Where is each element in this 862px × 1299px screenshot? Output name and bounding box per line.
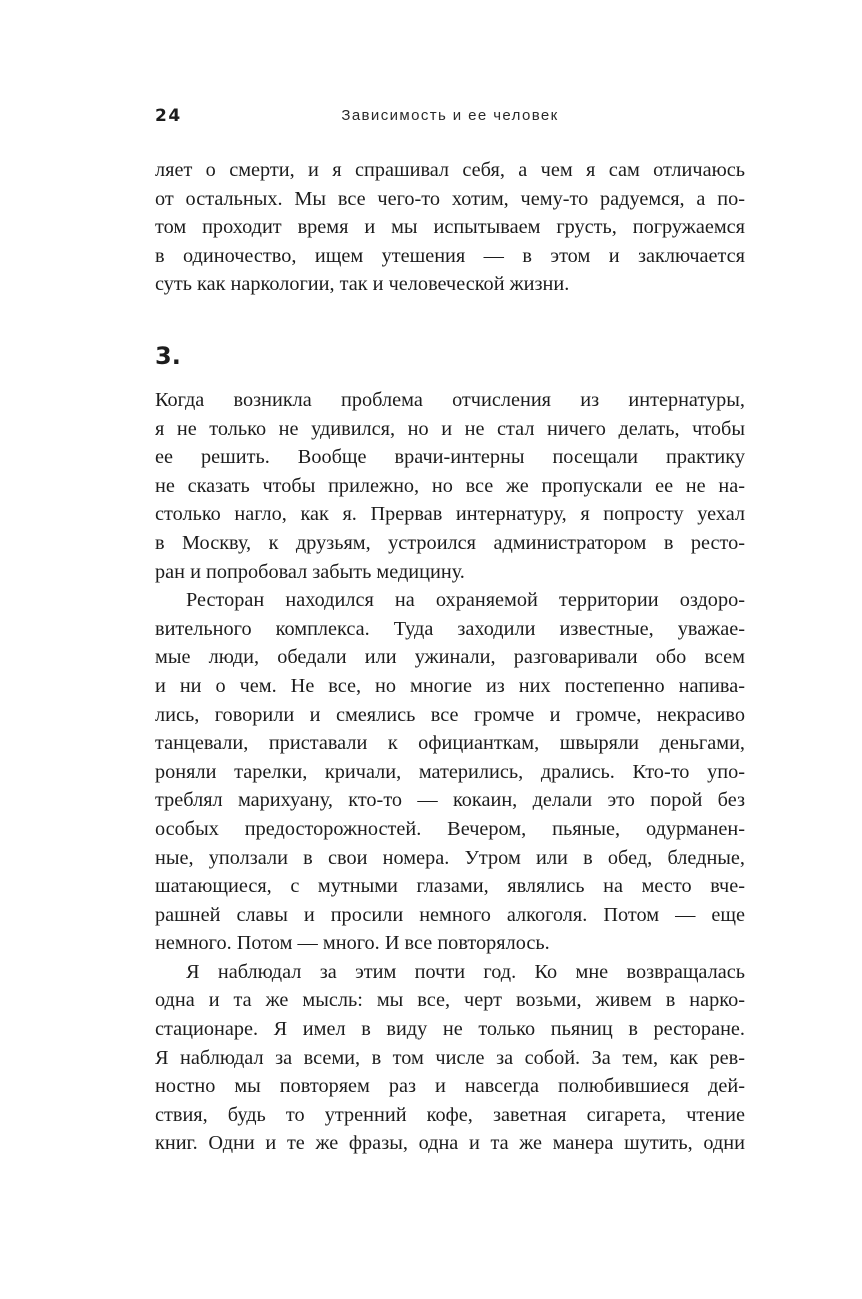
text-line: Я наблюдал за всеми, в том числе за собой. За тем, как рев- bbox=[155, 1046, 745, 1069]
text-line: ностно мы повторяем раз и навсегда полюбившиеся дей- bbox=[155, 1075, 745, 1098]
page-number: 24 bbox=[155, 106, 182, 126]
text-line: ляет о смерти, и я спрашивал себя, а чем я сам отличаюсь bbox=[155, 159, 745, 181]
text-line: в одиночество, ищем утешения — в этом и заключается bbox=[155, 244, 745, 267]
text-line: треблял марихуану, кто-то — кокаин, делали это порой без bbox=[155, 789, 745, 812]
text-line: ран и попробовал забыть медицину. bbox=[155, 560, 465, 583]
paragraph-3 bbox=[155, 958, 745, 1158]
text-line: ствия, будь то утренний кофе, заветная сигарета, чтение bbox=[155, 1103, 745, 1126]
text-line: Когда возникла проблема отчисления из интернатуры, bbox=[155, 389, 745, 411]
text-line: танцевали, приставали к официанткам, швыряли деньгами, bbox=[155, 732, 745, 755]
text-line: немного. Потом — много. И все повторялось. bbox=[155, 932, 550, 955]
text-line: роняли тарелки, кричали, матерились, дрались. Кто-то упо- bbox=[155, 760, 745, 783]
text-line: одна и та же мысль: мы все, черт возьми, живем в нарко- bbox=[155, 989, 745, 1012]
text-line: особых предосторожностей. Вечером, пьяные, одурманен- bbox=[155, 817, 745, 840]
paragraph-1 bbox=[155, 386, 745, 586]
text-line: книг. Одни и те же фразы, одна и та же манера шутить, одни bbox=[155, 1132, 745, 1155]
running-title: Зависимость и ее человек bbox=[341, 107, 559, 124]
text-line: ные, уползали в свои номера. Утром или в обед, бледные, bbox=[155, 846, 745, 869]
text-line: суть как наркологии, так и человеческой жизни. bbox=[155, 273, 570, 296]
text-line: стационаре. Я имел в виду не только пьяниц в ресторане. bbox=[155, 1018, 745, 1041]
section-body bbox=[155, 386, 745, 1158]
text-line: мые люди, обедали или ужинали, разговаривали обо всем bbox=[155, 646, 745, 669]
text-line: Ресторан находился на охраняемой территории оздоро- bbox=[186, 589, 745, 612]
text-line: от остальных. Мы все чего-то хотим, чему-то радуемся, а по- bbox=[155, 187, 745, 210]
text-line: я не только не удивился, но и не стал ничего делать, чтобы bbox=[155, 417, 745, 440]
intro-paragraph bbox=[155, 156, 745, 299]
text-line: столько нагло, как я. Прервав интернатуру, я попросту уехал bbox=[155, 503, 745, 526]
text-line: ее решить. Вообще врачи-интерны посещали практику bbox=[155, 446, 745, 469]
text-line: Я наблюдал за этим почти год. Ко мне возвращалась bbox=[186, 960, 745, 983]
text-line: лись, говорили и смеялись все громче и громче, некрасиво bbox=[155, 703, 745, 726]
text-line: шатающиеся, с мутными глазами, являлись на место вче- bbox=[155, 875, 745, 898]
text-line: рашней славы и просили немного алкоголя. Потом — еще bbox=[155, 903, 745, 926]
running-header bbox=[155, 106, 745, 130]
text-line: и ни о чем. Не все, но многие из них постепенно напива- bbox=[155, 674, 745, 697]
text-line: в Москву, к друзьям, устроился администратором в ресто- bbox=[155, 531, 745, 554]
text-line: не сказать чтобы прилежно, но все же пропускали ее не на- bbox=[155, 474, 745, 497]
section-number: 3. bbox=[155, 342, 181, 370]
text-line: том проходит время и мы испытываем грусть, погружаемся bbox=[155, 216, 745, 239]
text-line: вительного комплекса. Туда заходили известные, уважае- bbox=[155, 617, 745, 640]
paragraph-2 bbox=[155, 586, 745, 958]
